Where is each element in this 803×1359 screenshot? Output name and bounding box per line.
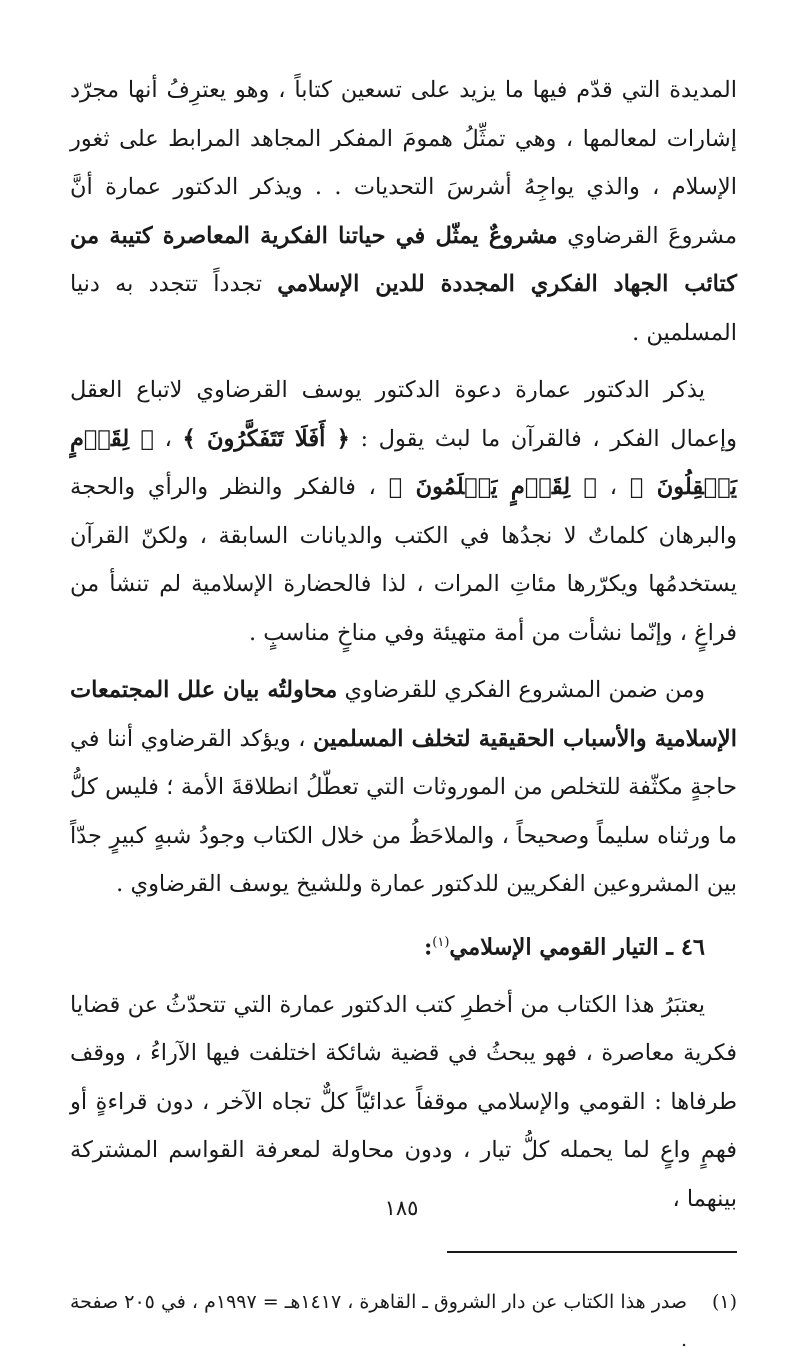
paragraph-4 bbox=[70, 981, 737, 1224]
paragraph-1 bbox=[70, 66, 737, 357]
paragraph-3-text: ومن ضمن المشروع الفكري للقرضاوي bbox=[337, 677, 705, 703]
section-heading-colon: : bbox=[423, 934, 433, 960]
paragraph-2-text: يذكر الدكتور عمارة دعوة الدكتور يوسف القرضاوي لاتباع العقل وإعمال الفكر ، فالقرآن ما لبث يقول : bbox=[70, 377, 737, 452]
separator-1: ، bbox=[153, 425, 183, 452]
paragraph-1-bold-text: مشروعٌ يمثّل في حياتنا الفكرية المعاصرة كتيبة من كتائب الجهاد الفكري المجددة للدين الإسلامي bbox=[70, 222, 738, 297]
quran-verse-2: ﴿ لِقَوۡمٍ يَعۡقِلُونَ ﴾ bbox=[70, 425, 737, 500]
section-heading bbox=[70, 919, 737, 972]
paragraph-2-continuation: ، فالفكر والنظر والرأي والحجة والبرهان كلماتٌ لا نجدُها في الكتب والديانات السابقة ، ولكنّ القرآن يستخدمُها ويكرّرها مئاتِ المرات ، لذا فالحضارة الإسلامية لم تنشأ من فراغٍ ، وإنّما نشأت من أمة متهيئة وفي مناخٍ مناسبٍ . bbox=[70, 474, 738, 646]
footnote-text: صدر هذا الكتاب عن دار الشروق ـ القاهرة ، ١٤١٧هـ = ١٩٩٧م ، في ٢٠٥ صفحة . bbox=[70, 1291, 687, 1351]
paragraph-3-continuation: ، ويؤكد القرضاوي أننا في حاجةٍ مكثّفة للتخلص من الموروثات التي تعطّلُ انطلاقةَ الأمة ؛ فليس كلُّ ما ورثناه سليماً وصحيحاً ، والملاحَظُ من خلال الكتاب وجودُ شبهٍ كبيرٍ جدّاً بين المشروعين الفكريين للدكتور عمارة وللشيخ يوسف القرضاوي . bbox=[70, 725, 737, 897]
separator-2: ، bbox=[597, 474, 630, 500]
footnote-separator bbox=[447, 1251, 737, 1253]
paragraph-1-text: المديدة التي قدّم فيها ما يزيد على تسعين كتاباً ، وهو يعترِفُ أنها مجرّد إشارات لمعالمها ، وهي تمثِّلُ همومَ المفكر المجاهد المرابط على ثغور الإسلام ، والذي يواجِهُ أشرسَ التحديات . . ويذكر الدكتور عمارة أنَّ مشروعَ القرضاوي bbox=[70, 77, 737, 249]
quran-verse-3: ﴿ لِقَوۡمٍ يَعۡلَمُونَ ﴾ bbox=[388, 474, 598, 500]
footnote-separator-wrap bbox=[70, 1237, 737, 1253]
footnote bbox=[70, 1283, 737, 1359]
paragraph-3 bbox=[70, 666, 737, 909]
paragraph-4-text: يعتبَرُ هذا الكتاب من أخطرِ كتب الدكتور عمارة التي تتحدّثُ عن قضايا فكرية معاصرة ، فهو يبحثُ في قضية شائكة اختلفت فيها الآراءُ ، ووقف طرفاها : القومي والإسلامي موقفاً عدائيّاً كلٌّ تجاه الآخر ، دون قراءةٍ أو فهمٍ واعٍ لما يحمله كلُّ تيار ، ودون محاولة لمعرفة القواسم المشتركة بينهما ، bbox=[70, 991, 737, 1212]
paragraph-2 bbox=[70, 366, 737, 657]
footnote-reference[interactable]: (١) bbox=[432, 934, 450, 950]
paragraph-3-bold-text: محاولتُه بيان علل المجتمعات الإسلامية والأسباب الحقيقية لتخلف المسلمين bbox=[70, 677, 737, 752]
paragraph-1-ending: تجدداً تتجدد به دنيا المسلمين . bbox=[70, 271, 737, 346]
quran-verse-1: ﴿ أَفَلَا تَتَفَكَّرُونَ ﴾ bbox=[182, 425, 350, 452]
footnote-mark: (١) bbox=[711, 1291, 737, 1313]
section-heading-text: ٤٦ ـ التيار القومي الإسلامي bbox=[449, 934, 705, 960]
page-number: ١٨٥ bbox=[384, 1196, 419, 1220]
